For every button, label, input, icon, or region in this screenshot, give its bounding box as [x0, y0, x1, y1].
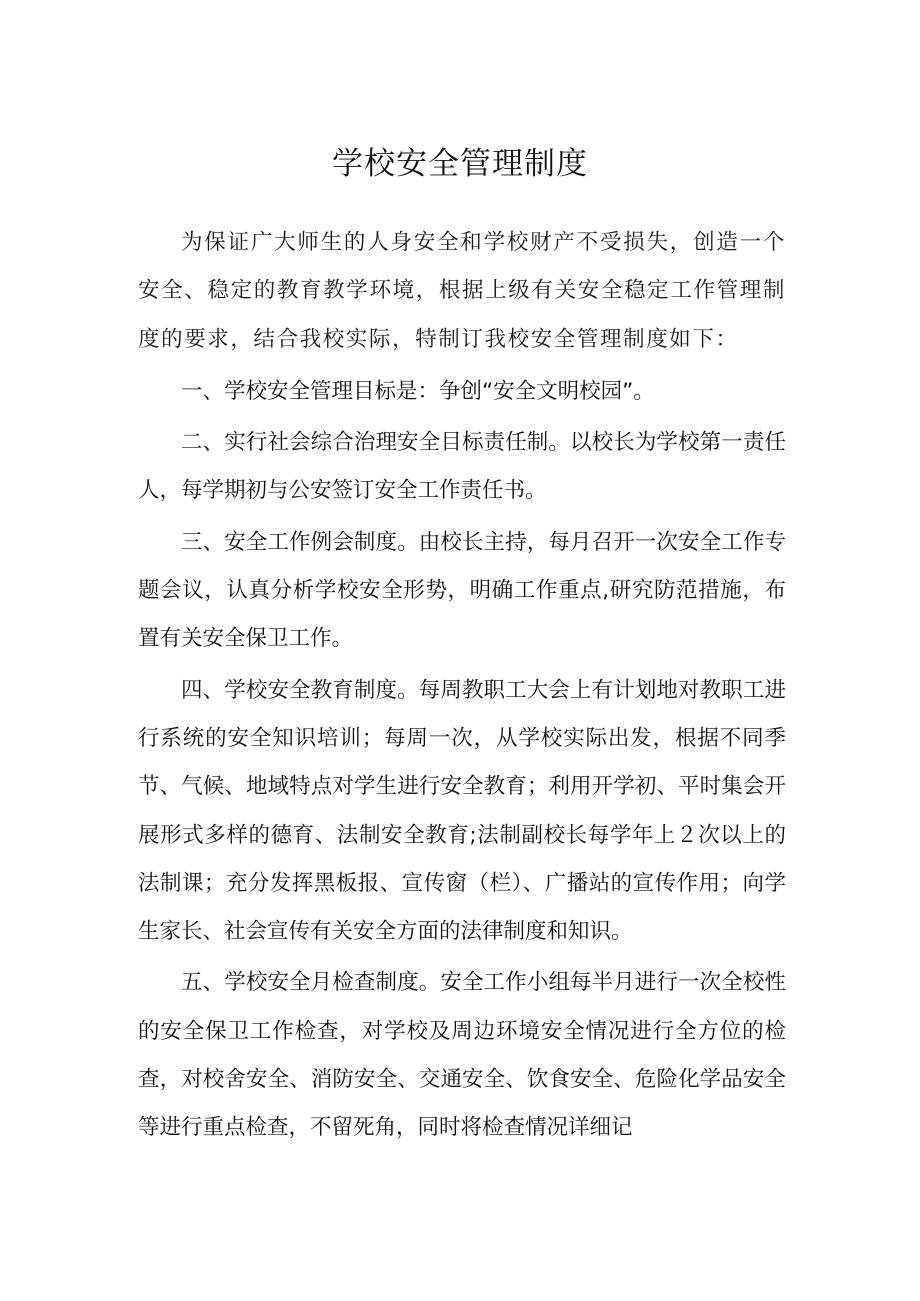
intro-paragraph: 为保证广大师生的人身安全和学校财产不受损失，创造一个安全、稳定的教育教学环境，根据上级有关安全稳定工作管理制度的要求，结合我校实际，特制订我校安全管理制度如下： [138, 230, 786, 352]
document-title: 学校安全管理制度 [332, 146, 588, 182]
section-2-paragraph: 二、实行社会综合治理安全目标责任制。以校长为学校第一责任人，每学期初与公安签订安全工作责任书。 [138, 430, 786, 504]
section-5-paragraph: 五、学校安全月检查制度。安全工作小组每半月进行一次全校性的安全保卫工作检查，对学校及周边环境安全情况进行全方位的检查，对校舍安全、消防安全、交通安全、饮食安全、危险化学品安全等进行重点检查，不留死角，同时将检查情况详细记 [138, 970, 786, 1141]
document-body [138, 219, 786, 1153]
section-3-paragraph: 三、安全工作例会制度。由校长主持，每月召开一次安全工作专题会议，认真分析学校安全形势，明确工作重点,研究防范措施，布置有关安全保卫工作。 [138, 529, 786, 652]
section-4-paragraph: 四、学校安全教育制度。每周教职工大会上有计划地对教职工进行系统的安全知识培训；每周一次，从学校实际出发，根据不同季节、气候、地域特点对学生进行安全教育；利用开学初、平时集会开展形式多样的德育、法制安全教育;法制副校长每学年上２次以上的法制课；充分发挥黑板报、宣传窗（栏）、广播站的宣传作用；向学生家长、社会宣传有关安全方面的法律制度和知识。 [138, 677, 786, 945]
section-1-paragraph: 一、学校安全管理目标是：争创“安全文明校园”。 [181, 378, 655, 404]
